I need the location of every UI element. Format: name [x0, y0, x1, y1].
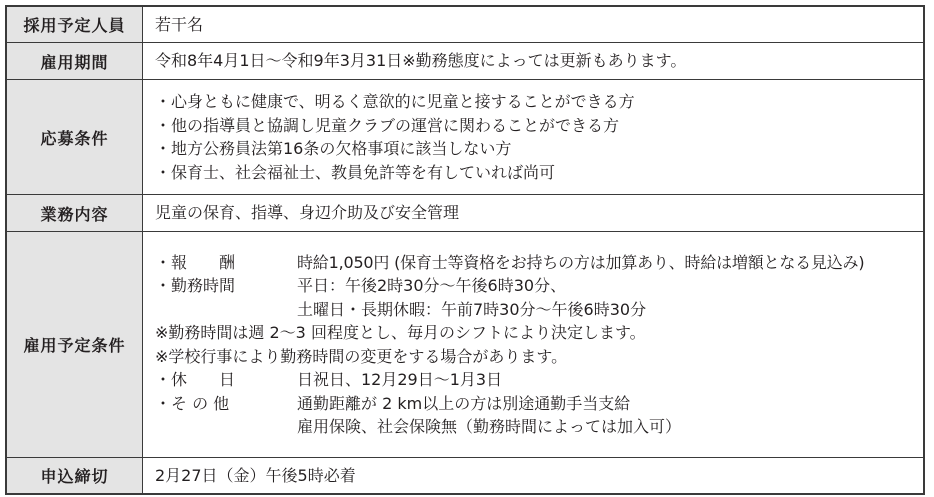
row-requirements [7, 79, 923, 194]
other-key: ・そ の 他 [155, 393, 230, 413]
hours-value-saturday: 土曜日・長期休暇：午前7時30分～午後6時30分 [297, 299, 647, 319]
row-deadline [7, 457, 923, 493]
deadline-value: 2月27日（金）午後5時必着 [155, 465, 356, 485]
pay-value: 時給1,050円 (保育士等資格をお持ちの方は加算あり、時給は増額となる見込み) [297, 252, 865, 272]
row-conditions [7, 231, 923, 457]
conditions-cell [143, 232, 923, 457]
recruit-count-cell [143, 7, 923, 42]
requirements-label: 応募条件 [7, 80, 143, 194]
recruit-count-label: 採用予定人員 [7, 7, 143, 42]
deadline-label: 申込締切 [7, 458, 143, 493]
schedule-change-note: ※学校行事により勤務時間の変更をする場合があります。 [155, 346, 568, 366]
hours-key: ・勤務時間 [155, 276, 236, 295]
holiday-key: ・休 日 [155, 370, 236, 389]
hours-line [155, 274, 923, 298]
row-period [7, 42, 923, 79]
requirements-cell [143, 80, 923, 194]
requirement-item: ・保育士、社会福祉士、教員免許等を有していれば尚可 [155, 162, 556, 182]
period-label: 雇用期間 [7, 43, 143, 79]
recruit-count-value: 若干名 [155, 14, 204, 34]
holiday-line [155, 368, 923, 392]
period-cell [143, 43, 923, 79]
requirement-item: ・他の指導員と協調し児童クラブの運営に関わることができる方 [155, 115, 620, 135]
conditions-label: 雇用予定条件 [7, 232, 143, 457]
requirement-item: ・心身ともに健康で、明るく意欲的に児童と接することができる方 [155, 92, 635, 111]
duties-label: 業務内容 [7, 195, 143, 231]
insurance-value: 雇用保険、社会保険無（勤務時間によっては加入可） [297, 417, 682, 436]
requirement-item: ・地方公務員法第16条の欠格事項に該当しない方 [155, 139, 512, 158]
holiday-value: 日祝日、12月29日～1月3日 [297, 370, 503, 389]
pay-line [155, 251, 923, 275]
commute-allowance-value: 通勤距離が 2 km以上の方は別途通勤手当支給 [297, 393, 631, 413]
other-line [155, 392, 923, 416]
hours-value-weekday: 平日：午後2時30分～午後6時30分、 [297, 276, 567, 295]
hours-note: ※勤務時間は週 2～3 回程度とし、毎月のシフトにより決定します。 [155, 323, 646, 342]
deadline-cell [143, 458, 923, 493]
row-duties [7, 194, 923, 231]
job-info-table [5, 5, 925, 495]
period-value: 令和8年4月1日～令和9年3月31日※勤務態度によっては更新もあります。 [155, 51, 687, 71]
duties-cell [143, 195, 923, 231]
duties-value: 児童の保育、指導、身辺介助及び安全管理 [155, 203, 460, 223]
row-recruit-count [7, 7, 923, 42]
pay-key: ・報 酬 [155, 252, 236, 272]
